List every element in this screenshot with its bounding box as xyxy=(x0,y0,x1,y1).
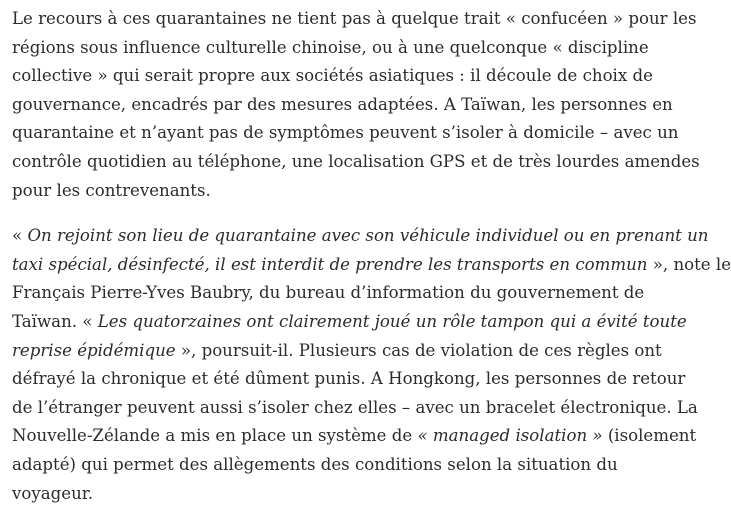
paragraph-line xyxy=(12,308,696,337)
text-run: », poursuit-il. Plusieurs cas de violation de ces règles ont xyxy=(176,341,662,360)
paragraph-line xyxy=(12,279,696,308)
text-run: régions sous influence culturelle chinoise, ou à une quelconque « discipline xyxy=(12,38,649,57)
paragraph-line xyxy=(12,222,696,251)
quote-run: On rejoint son lieu de quarantaine avec son véhicule individuel ou en prenant un xyxy=(27,226,708,245)
text-run: adapté) qui permet des allègements des conditions selon la situation du xyxy=(12,455,618,474)
paragraph-line xyxy=(12,119,696,148)
paragraph-line xyxy=(12,422,696,451)
text-run: Nouvelle-Zélande a mis en place un système de xyxy=(12,426,417,445)
text-run: contrôle quotidien au téléphone, une localisation GPS et de très lourdes amendes xyxy=(12,152,700,171)
paragraph-line xyxy=(12,251,696,280)
paragraph-line xyxy=(12,177,696,206)
text-run: quarantaine et n’ayant pas de symptômes peuvent s’isoler à domicile – avec un xyxy=(12,123,678,142)
text-run: gouvernance, encadrés par des mesures adaptées. A Taïwan, les personnes en xyxy=(12,95,673,114)
paragraph-line xyxy=(12,34,696,63)
quote-run: Les quatorzaines ont clairement joué un rôle tampon qui a évité toute xyxy=(98,312,687,331)
paragraph-line xyxy=(12,365,696,394)
paragraph-2 xyxy=(12,222,696,508)
quote-run: « managed isolation » xyxy=(417,426,602,445)
text-run: de l’étranger peuvent aussi s’isoler chez elles – avec un bracelet électronique. La xyxy=(12,398,698,417)
paragraph-line xyxy=(12,62,696,91)
text-run: défrayé la chronique et été dûment punis. A Hongkong, les personnes de retour xyxy=(12,369,685,388)
paragraph-line xyxy=(12,148,696,177)
paragraph-line xyxy=(12,451,696,480)
paragraph-line xyxy=(12,337,696,366)
text-run: collective » qui serait propre aux sociétés asiatiques : il découle de choix de xyxy=(12,66,653,85)
text-run: », note le xyxy=(647,255,731,274)
paragraph-1 xyxy=(12,5,696,205)
paragraph-line xyxy=(12,5,696,34)
text-run: (isolement xyxy=(603,426,697,445)
paragraph-line xyxy=(12,394,696,423)
paragraph-line xyxy=(12,480,696,508)
text-run: Français Pierre-Yves Baubry, du bureau d’information du gouvernement de xyxy=(12,283,644,302)
text-run: Le recours à ces quarantaines ne tient pas à quelque trait « confucéen » pour les xyxy=(12,9,696,28)
text-run: voyageur. xyxy=(12,484,93,503)
quote-run: taxi spécial, désinfecté, il est interdit de prendre les transports en commun xyxy=(12,255,647,274)
text-run: Taïwan. « xyxy=(12,312,98,331)
text-run: pour les contrevenants. xyxy=(12,181,211,200)
text-run: « xyxy=(12,226,27,245)
quote-run: reprise épidémique xyxy=(12,341,176,360)
paragraph-line xyxy=(12,91,696,120)
